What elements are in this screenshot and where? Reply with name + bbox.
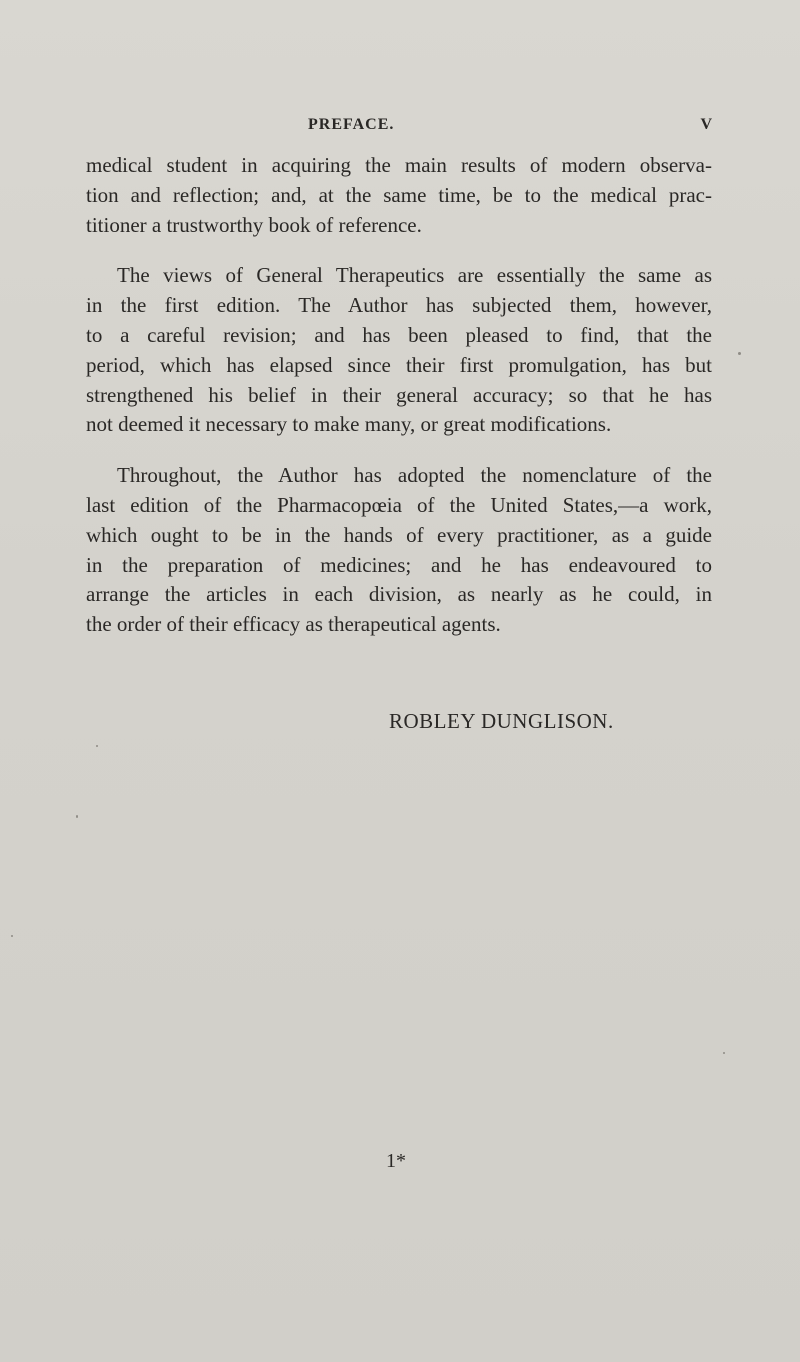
author-signature: ROBLEY DUNGLISON. <box>389 709 614 733</box>
paragraph-2-line-3: to a careful revision; and has been pleased to find, that the <box>86 322 712 347</box>
paragraph-3-line-4: in the preparation of medicines; and he has endeavoured to <box>86 552 712 577</box>
signature-mark: 1* <box>386 1150 406 1172</box>
preface-text <box>86 151 712 640</box>
paragraph-2-line-1: The views of General Therapeutics are essentially the same as <box>117 263 712 288</box>
paragraph-1-line-1: medical student in acquiring the main results of modern observa- <box>86 153 712 177</box>
paragraph-3-line-1: Throughout, the Author has adopted the nomenclature of the <box>117 463 712 488</box>
paragraph-2-line-5: strengthened his belief in their general accuracy; so that he has <box>86 382 712 407</box>
paragraph-3-line-3: which ought to be in the hands of every practitioner, as a guide <box>86 522 712 547</box>
paragraph-1-line-3: titioner a trustworthy book of reference. <box>86 212 422 237</box>
page-number: V <box>700 116 712 133</box>
paper-speck <box>723 1052 725 1054</box>
page-header <box>86 116 712 140</box>
paragraph-3-line-6: the order of their efficacy as therapeutical agents. <box>86 612 501 637</box>
paper-speck <box>738 352 741 355</box>
paper-speck <box>76 815 78 818</box>
paper-speck <box>11 935 13 937</box>
paragraph-1-line-2: tion and reflection; and, at the same time, be to the medical prac- <box>86 182 712 207</box>
paper-speck <box>96 745 98 747</box>
paragraph-2-line-2: in the first edition. The Author has subjected them, however, <box>86 293 712 318</box>
paragraph-3-line-2: last edition of the Pharmacopœia of the United States,—a work, <box>86 492 712 517</box>
running-head: PREFACE. <box>308 116 395 133</box>
paragraph-gap <box>86 440 712 461</box>
paragraph-2-line-6: not deemed it necessary to make many, or great modifications. <box>86 412 612 437</box>
paragraph-2-line-4: period, which has elapsed since their first promulgation, has but <box>86 352 712 377</box>
paragraph-gap <box>86 240 712 261</box>
paragraph-3-line-5: arrange the articles in each division, as nearly as he could, in <box>86 582 712 607</box>
